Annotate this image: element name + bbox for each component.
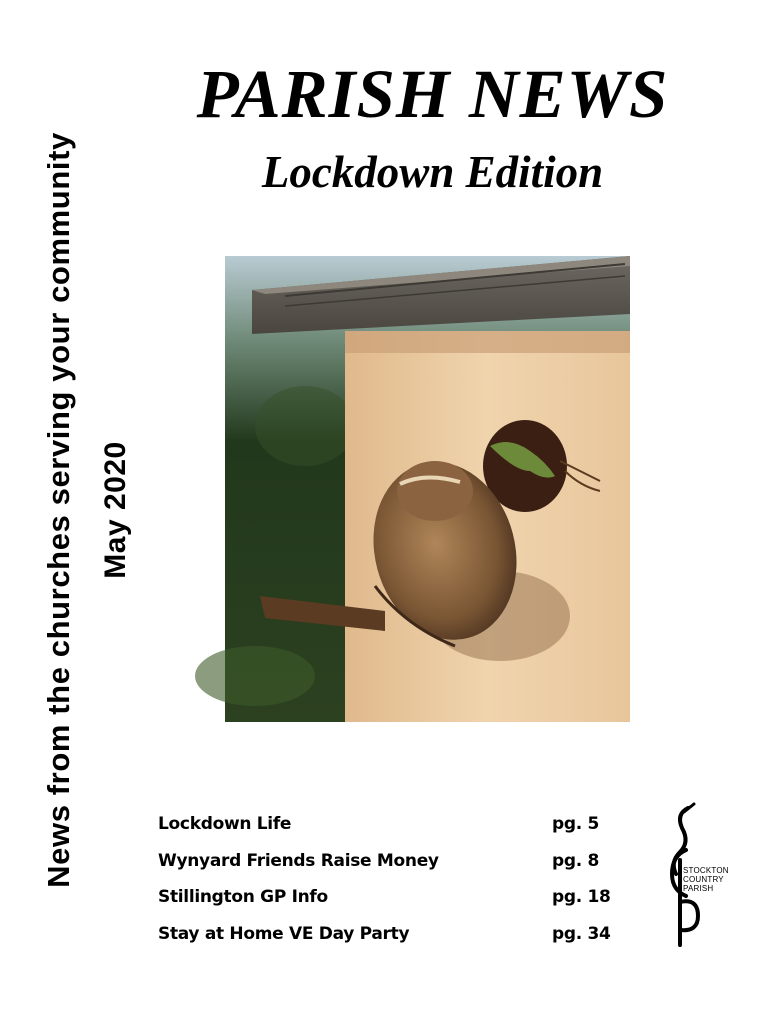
logo-text [683, 866, 729, 893]
contents-item-title: Lockdown Life [158, 814, 292, 835]
contents-item[interactable] [158, 806, 618, 843]
contents-item[interactable] [158, 843, 618, 880]
contents-item[interactable] [158, 879, 618, 916]
contents-item-title: Stillington GP Info [158, 887, 328, 908]
contents-item-page: pg. 18 [552, 887, 611, 908]
contents-item-page: pg. 5 [552, 814, 600, 835]
contents-list [158, 806, 618, 952]
contents-item-page: pg. 34 [552, 923, 611, 944]
photo-credit: Photo by: Dezzy, Redmarshall [456, 817, 468, 975]
edition-subtitle: Lockdown Edition [261, 147, 604, 197]
masthead-title: PARISH NEWS [196, 56, 669, 132]
issue-date: May 2020 [99, 441, 132, 579]
logo-line: PARISH [683, 884, 714, 893]
contents-item-title: Wynyard Friends Raise Money [158, 850, 439, 871]
tagline: News from the churches serving your community [41, 132, 76, 888]
logo-line: STOCKTON [683, 866, 729, 875]
contents-item[interactable] [158, 916, 618, 953]
contents-item-title: Stay at Home VE Day Party [158, 923, 410, 944]
contents-item-page: pg. 8 [552, 850, 600, 871]
logo-line: COUNTRY [683, 875, 724, 884]
